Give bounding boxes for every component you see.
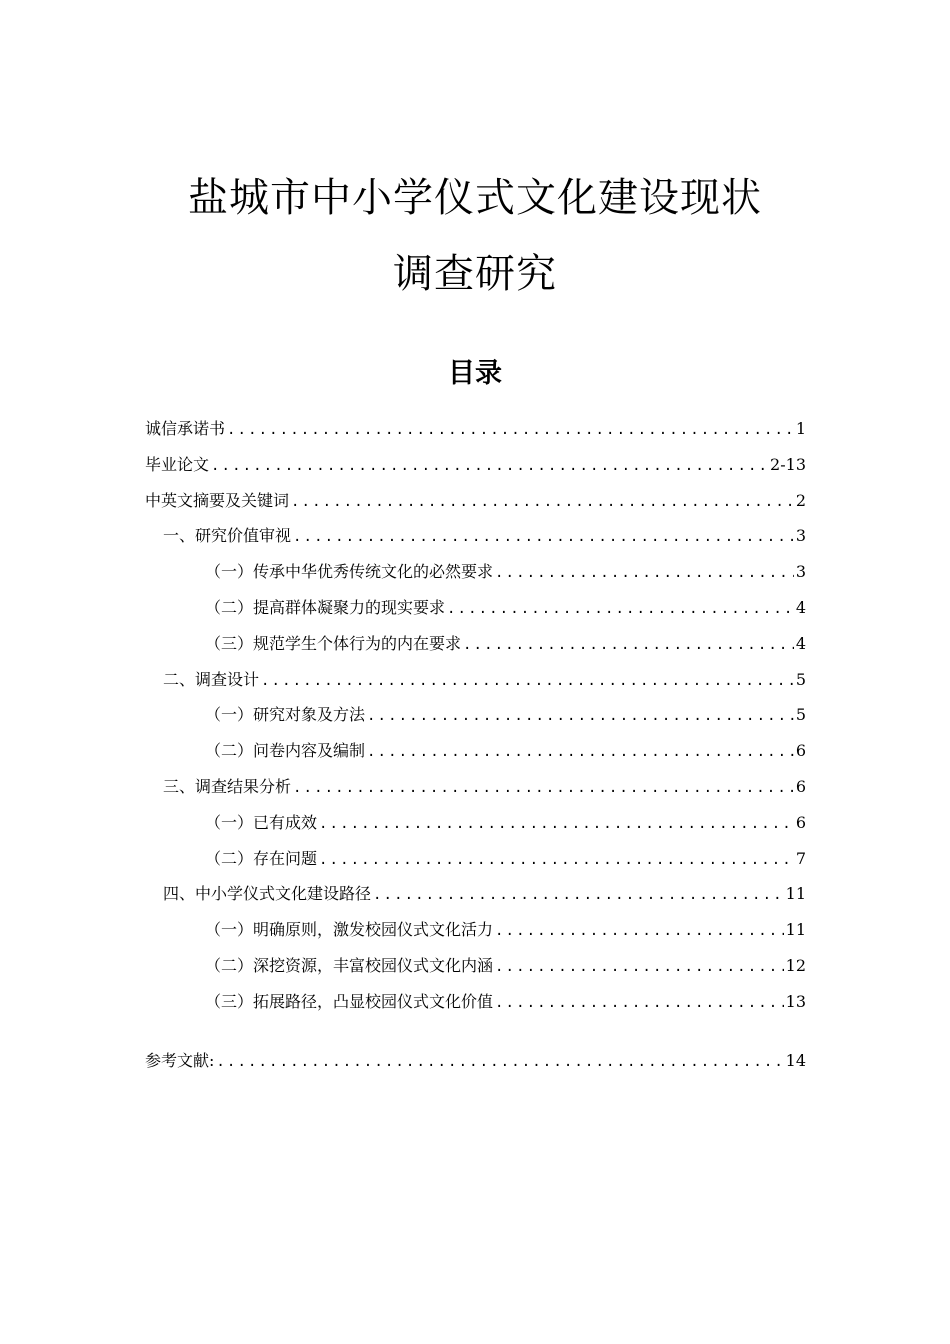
toc-leader-dots <box>373 878 784 914</box>
toc-entry-page: 1 <box>795 419 806 438</box>
toc-entry-label: （一）研究对象及方法 <box>205 705 366 725</box>
toc-entry-label: （一）传承中华优秀传统文化的必然要求 <box>205 562 494 582</box>
toc-entry-page: 6 <box>795 812 806 832</box>
toc-entry[interactable] <box>145 554 806 590</box>
toc-entry-label: （二）深挖资源，丰富校园仪式文化内涵 <box>205 955 494 975</box>
toc-entry-page: 11 <box>785 884 806 904</box>
toc-leader-dots <box>293 771 794 807</box>
toc-entry-page: 5 <box>795 705 806 725</box>
document-title-line2: 调查研究 <box>393 251 557 297</box>
toc-entry[interactable] <box>145 411 806 447</box>
toc-entry-label: 参考文献: <box>145 1050 215 1070</box>
toc-leader-dots <box>211 449 768 485</box>
toc-entry-page: 7 <box>795 848 806 868</box>
toc-entry-label: （二）存在问题 <box>205 848 318 868</box>
toc-entry[interactable] <box>145 876 806 912</box>
toc-entry-page: 3 <box>795 562 806 582</box>
toc-leader-dots <box>216 1045 783 1081</box>
toc-leader-dots <box>367 735 794 771</box>
toc-leader-dots <box>447 592 794 628</box>
toc-entry-page: 14 <box>785 1050 806 1070</box>
toc-entry-page: 2 <box>795 490 806 510</box>
toc-entry[interactable] <box>145 447 806 483</box>
toc-leader-dots <box>293 520 794 556</box>
toc-entry[interactable] <box>145 626 806 662</box>
toc-entry-label: 诚信承诺书 <box>145 419 226 438</box>
toc-entry[interactable] <box>145 518 806 554</box>
toc-entry-label: （三）规范学生个体行为的内在要求 <box>205 633 462 653</box>
toc-entry-page: 3 <box>795 526 806 546</box>
toc-entry[interactable] <box>145 733 806 769</box>
toc-entry-page: 12 <box>785 955 806 975</box>
toc-entry-page: 4 <box>795 597 806 617</box>
toc-leader-dots <box>319 843 794 879</box>
toc-entry-label: 三、调查结果分析 <box>163 776 292 796</box>
toc-leader-dots <box>495 556 794 592</box>
document-title-line1: 盐城市中小学仪式文化建设现状 <box>188 175 762 221</box>
toc-leader-dots <box>261 664 794 700</box>
toc-entry-page: 11 <box>785 920 806 940</box>
toc-entry[interactable] <box>145 984 806 1020</box>
toc-entry-page: 13 <box>785 991 806 1011</box>
toc-entry-page: 6 <box>795 741 806 761</box>
toc-entry-page: 6 <box>795 776 806 796</box>
toc-entry-page: 4 <box>795 633 806 653</box>
toc-entry-label: 四、中小学仪式文化建设路径 <box>163 884 372 904</box>
toc-entry-page: 2-13 <box>770 454 806 474</box>
toc-entry-label: （三）拓展路径，凸显校园仪式文化价值 <box>205 991 494 1011</box>
toc-entry-label: （二）问卷内容及编制 <box>205 741 366 761</box>
toc-entry-label: 中英文摘要及关键词 <box>145 490 290 510</box>
toc-entry-label: （一）明确原则，激发校园仪式文化活力 <box>205 920 494 940</box>
toc-entry-label: （一）已有成效 <box>205 812 318 832</box>
toc-leader-dots <box>227 413 794 449</box>
toc-entry-label: （二）提高群体凝聚力的现实要求 <box>205 597 446 617</box>
toc-leader-dots <box>291 485 794 521</box>
toc-leader-dots <box>495 914 784 950</box>
toc-heading: 目录 <box>448 358 502 389</box>
toc-entry[interactable] <box>145 483 806 519</box>
toc-entry[interactable] <box>145 948 806 984</box>
toc-leader-dots <box>495 986 784 1022</box>
toc-entry[interactable] <box>145 912 806 948</box>
toc-entry-label: 二、调查设计 <box>163 669 260 689</box>
toc-entry[interactable] <box>145 769 806 805</box>
toc-leader-dots <box>367 699 794 735</box>
toc-entry-page: 5 <box>795 669 806 689</box>
toc-entry[interactable] <box>145 662 806 698</box>
table-of-contents <box>145 411 806 1078</box>
toc-entry[interactable] <box>145 805 806 841</box>
toc-leader-dots <box>319 807 794 843</box>
toc-entry[interactable] <box>145 590 806 626</box>
toc-entry-label: 毕业论文 <box>145 454 210 474</box>
toc-entry[interactable] <box>145 841 806 877</box>
toc-leader-dots <box>495 950 784 986</box>
toc-leader-dots <box>463 628 794 664</box>
toc-entry[interactable] <box>145 697 806 733</box>
toc-entry-label: 一、研究价值审视 <box>163 526 292 546</box>
toc-entry[interactable] <box>145 1043 806 1079</box>
